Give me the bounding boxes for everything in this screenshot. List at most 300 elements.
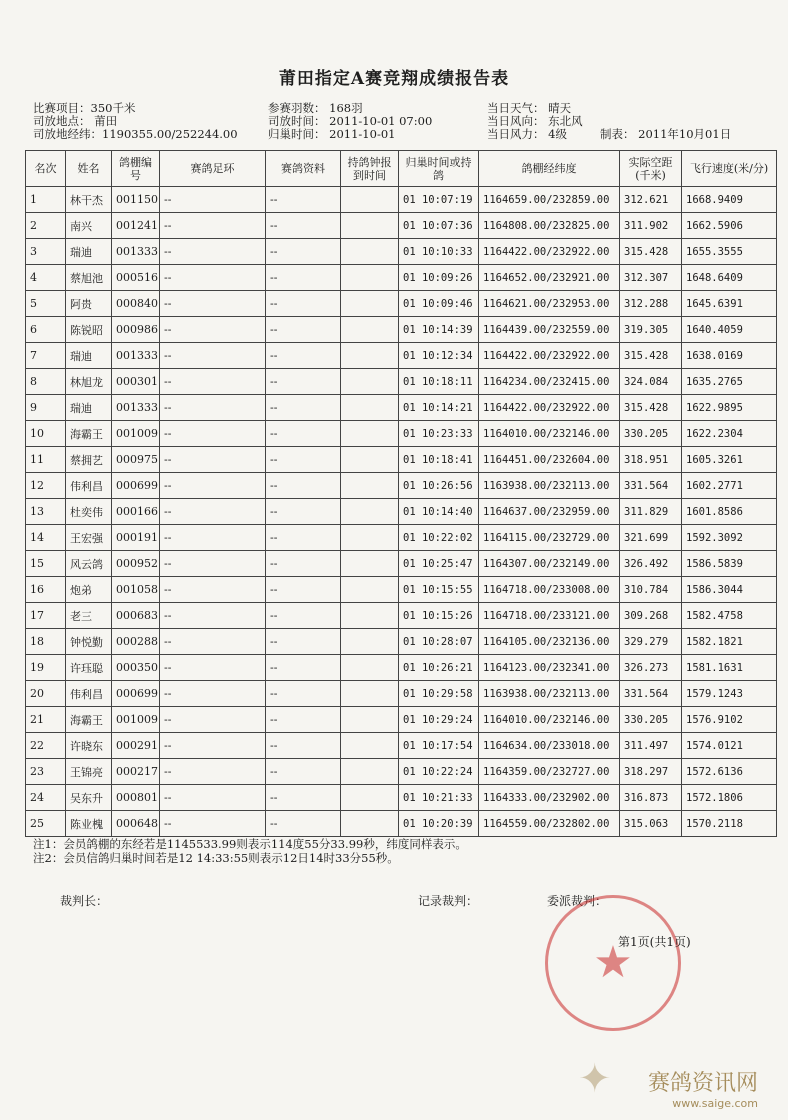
cell-rank: 19 — [26, 655, 66, 681]
cell-name: 许晓东 — [66, 733, 112, 759]
cell-ring: -- — [160, 655, 266, 681]
cell-rank: 7 — [26, 343, 66, 369]
cell-distance: 311.829 — [620, 499, 682, 525]
cell-ring: -- — [160, 291, 266, 317]
table-row — [26, 759, 777, 785]
cell-info: -- — [266, 317, 341, 343]
release-place-field: 司放地点： 莆田 — [33, 114, 118, 128]
cell-speed: 1638.0169 — [682, 343, 777, 369]
table-row — [26, 473, 777, 499]
col-speed: 飞行速度(米/分) — [682, 151, 777, 187]
cell-distance: 326.492 — [620, 551, 682, 577]
cell-return-time: 01 10:21:33 — [399, 785, 479, 811]
cell-ring: -- — [160, 473, 266, 499]
cell-coords: 1163938.00/232113.00 — [479, 473, 620, 499]
table-row — [26, 421, 777, 447]
cell-speed: 1582.4758 — [682, 603, 777, 629]
cell-info: -- — [266, 759, 341, 785]
cell-info: -- — [266, 551, 341, 577]
cell-rank: 23 — [26, 759, 66, 785]
col-loft: 鸽棚编号 — [112, 151, 160, 187]
cell-return-time: 01 10:14:40 — [399, 499, 479, 525]
cell-distance: 318.951 — [620, 447, 682, 473]
cell-clock — [341, 551, 399, 577]
cell-clock — [341, 681, 399, 707]
cell-return-time: 01 10:29:58 — [399, 681, 479, 707]
cell-clock — [341, 733, 399, 759]
cell-ring: -- — [160, 265, 266, 291]
cell-coords: 1164634.00/233018.00 — [479, 733, 620, 759]
cell-clock — [341, 707, 399, 733]
cell-return-time: 01 10:15:26 — [399, 603, 479, 629]
cell-rank: 22 — [26, 733, 66, 759]
cell-distance: 329.279 — [620, 629, 682, 655]
cell-ring: -- — [160, 421, 266, 447]
cell-coords: 1164234.00/232415.00 — [479, 369, 620, 395]
cell-loft: 000217 — [112, 759, 160, 785]
cell-clock — [341, 629, 399, 655]
cell-coords: 1164333.00/232902.00 — [479, 785, 620, 811]
cell-name: 伟利昌 — [66, 681, 112, 707]
cell-coords: 1164307.00/232149.00 — [479, 551, 620, 577]
col-clock: 持鸽钟报到时间 — [341, 151, 399, 187]
cell-name: 陈业槐 — [66, 811, 112, 837]
cell-info: -- — [266, 577, 341, 603]
cell-speed: 1572.6136 — [682, 759, 777, 785]
cell-return-time: 01 10:18:11 — [399, 369, 479, 395]
cell-name: 钟悦勤 — [66, 629, 112, 655]
cell-coords: 1164115.00/232729.00 — [479, 525, 620, 551]
cell-speed: 1576.9102 — [682, 707, 777, 733]
table-row — [26, 317, 777, 343]
cell-speed: 1572.1806 — [682, 785, 777, 811]
cell-name: 林旭龙 — [66, 369, 112, 395]
cell-name: 蔡拥艺 — [66, 447, 112, 473]
cell-name: 林干杰 — [66, 187, 112, 213]
table-row — [26, 655, 777, 681]
cell-distance: 331.564 — [620, 681, 682, 707]
cell-speed: 1662.5906 — [682, 213, 777, 239]
cell-ring: -- — [160, 369, 266, 395]
cell-coords: 1164718.00/233008.00 — [479, 577, 620, 603]
cell-coords: 1164451.00/232604.00 — [479, 447, 620, 473]
cell-distance: 312.288 — [620, 291, 682, 317]
cell-distance: 309.268 — [620, 603, 682, 629]
cell-ring: -- — [160, 499, 266, 525]
cell-rank: 1 — [26, 187, 66, 213]
cell-name: 风云鸽 — [66, 551, 112, 577]
watermark-url: www.saige.com — [672, 1097, 758, 1110]
cell-return-time: 01 10:09:46 — [399, 291, 479, 317]
cell-clock — [341, 759, 399, 785]
cell-clock — [341, 395, 399, 421]
record-judge-label: 记录裁判： — [418, 894, 479, 908]
cell-info: -- — [266, 473, 341, 499]
cell-coords: 1164123.00/232341.00 — [479, 655, 620, 681]
results-table — [25, 150, 777, 837]
cell-coords: 1164559.00/232802.00 — [479, 811, 620, 837]
cell-speed: 1655.3555 — [682, 239, 777, 265]
cell-ring: -- — [160, 213, 266, 239]
cell-distance: 312.307 — [620, 265, 682, 291]
cell-ring: -- — [160, 785, 266, 811]
table-row — [26, 369, 777, 395]
entries-field: 参赛羽数： 168羽 — [268, 101, 363, 115]
cell-info: -- — [266, 733, 341, 759]
cell-loft: 001009 — [112, 707, 160, 733]
cell-name: 瑞迪 — [66, 343, 112, 369]
cell-ring: -- — [160, 707, 266, 733]
cell-loft: 000975 — [112, 447, 160, 473]
cell-loft: 001241 — [112, 213, 160, 239]
cell-ring: -- — [160, 603, 266, 629]
cell-return-time: 01 10:22:02 — [399, 525, 479, 551]
cell-return-time: 01 10:28:07 — [399, 629, 479, 655]
cell-distance: 321.699 — [620, 525, 682, 551]
cell-ring: -- — [160, 395, 266, 421]
cell-ring: -- — [160, 239, 266, 265]
cell-name: 阿贵 — [66, 291, 112, 317]
cell-coords: 1164422.00/232922.00 — [479, 395, 620, 421]
cell-info: -- — [266, 291, 341, 317]
cell-loft: 000699 — [112, 681, 160, 707]
official-stamp — [545, 895, 681, 1031]
cell-clock — [341, 655, 399, 681]
footnotes — [33, 837, 467, 865]
release-coords-field: 司放地经纬：1190355.00/252244.00 — [33, 127, 238, 141]
cell-clock — [341, 213, 399, 239]
cell-ring: -- — [160, 551, 266, 577]
table-row — [26, 551, 777, 577]
cell-rank: 5 — [26, 291, 66, 317]
cell-clock — [341, 447, 399, 473]
cell-return-time: 01 10:26:56 — [399, 473, 479, 499]
table-row — [26, 811, 777, 837]
cell-loft: 001009 — [112, 421, 160, 447]
cell-coords: 1164010.00/232146.00 — [479, 707, 620, 733]
cell-rank: 15 — [26, 551, 66, 577]
cell-speed: 1579.1243 — [682, 681, 777, 707]
cell-info: -- — [266, 811, 341, 837]
cell-distance: 330.205 — [620, 707, 682, 733]
cell-speed: 1582.1821 — [682, 629, 777, 655]
cell-info: -- — [266, 629, 341, 655]
cell-speed: 1592.3092 — [682, 525, 777, 551]
release-time-field: 司放时间： 2011-10-01 07:00 — [268, 114, 433, 128]
cell-info: -- — [266, 447, 341, 473]
cell-loft: 000801 — [112, 785, 160, 811]
cell-rank: 2 — [26, 213, 66, 239]
cell-loft: 000840 — [112, 291, 160, 317]
cell-speed: 1648.6409 — [682, 265, 777, 291]
cell-name: 炮弟 — [66, 577, 112, 603]
cell-distance: 315.428 — [620, 395, 682, 421]
table-row — [26, 733, 777, 759]
cell-name: 杜奕伟 — [66, 499, 112, 525]
col-rank: 名次 — [26, 151, 66, 187]
table-row — [26, 603, 777, 629]
cell-distance: 331.564 — [620, 473, 682, 499]
cell-rank: 16 — [26, 577, 66, 603]
cell-name: 海霸王 — [66, 421, 112, 447]
cell-ring: -- — [160, 629, 266, 655]
cell-speed: 1668.9409 — [682, 187, 777, 213]
cell-info: -- — [266, 603, 341, 629]
cell-name: 伟利昌 — [66, 473, 112, 499]
cell-return-time: 01 10:25:47 — [399, 551, 479, 577]
event-field: 比赛项目：350千米 — [33, 101, 136, 115]
cell-info: -- — [266, 187, 341, 213]
cell-return-time: 01 10:22:24 — [399, 759, 479, 785]
table-row — [26, 213, 777, 239]
cell-distance: 315.063 — [620, 811, 682, 837]
watermark-name: 赛鸽资讯网 — [647, 1071, 758, 1096]
cell-coords: 1164718.00/233121.00 — [479, 603, 620, 629]
cell-speed: 1601.8586 — [682, 499, 777, 525]
cell-rank: 18 — [26, 629, 66, 655]
cell-coords: 1164659.00/232859.00 — [479, 187, 620, 213]
table-row — [26, 265, 777, 291]
page-number: 第1页(共1页) — [618, 935, 691, 949]
cell-info: -- — [266, 369, 341, 395]
wind-force-field: 当日风力： 4级 — [487, 127, 567, 141]
cell-loft: 000166 — [112, 499, 160, 525]
cell-clock — [341, 317, 399, 343]
footnote-2: 注2：会员信鸽归巢时间若是12 14:33:55则表示12日14时33分55秒。 — [33, 851, 399, 865]
cell-name: 吴东升 — [66, 785, 112, 811]
cell-loft: 000683 — [112, 603, 160, 629]
cell-loft: 000288 — [112, 629, 160, 655]
cell-loft: 001150 — [112, 187, 160, 213]
chief-judge-label: 裁判长： — [60, 894, 109, 908]
cell-coords: 1164637.00/232959.00 — [479, 499, 620, 525]
cell-loft: 000952 — [112, 551, 160, 577]
cell-loft: 000516 — [112, 265, 160, 291]
cell-name: 瑞迪 — [66, 395, 112, 421]
cell-ring: -- — [160, 317, 266, 343]
cell-info: -- — [266, 239, 341, 265]
cell-ring: -- — [160, 447, 266, 473]
cell-coords: 1164105.00/232136.00 — [479, 629, 620, 655]
cell-distance: 316.873 — [620, 785, 682, 811]
cell-return-time: 01 10:15:55 — [399, 577, 479, 603]
cell-rank: 13 — [26, 499, 66, 525]
report-title: 莆田指定A赛竞翔成绩报告表 — [278, 69, 510, 89]
cell-info: -- — [266, 785, 341, 811]
cell-name: 蔡旭池 — [66, 265, 112, 291]
cell-coords: 1164652.00/232921.00 — [479, 265, 620, 291]
cell-info: -- — [266, 343, 341, 369]
cell-clock — [341, 239, 399, 265]
cell-ring: -- — [160, 681, 266, 707]
footnote-1: 注1：会员鸽棚的东经若是1145533.99则表示114度55分33.99秒，纬度同样表示。 — [33, 837, 467, 851]
cell-clock — [341, 577, 399, 603]
cell-loft: 001333 — [112, 343, 160, 369]
cell-info: -- — [266, 395, 341, 421]
col-distance: 实际空距(千米) — [620, 151, 682, 187]
cell-clock — [341, 785, 399, 811]
cell-info: -- — [266, 213, 341, 239]
cell-name: 王锦亮 — [66, 759, 112, 785]
cell-distance: 315.428 — [620, 343, 682, 369]
cell-rank: 10 — [26, 421, 66, 447]
cell-distance: 324.084 — [620, 369, 682, 395]
cell-speed: 1602.2771 — [682, 473, 777, 499]
cell-name: 王宏强 — [66, 525, 112, 551]
cell-loft: 000699 — [112, 473, 160, 499]
cell-clock — [341, 603, 399, 629]
cell-loft: 000301 — [112, 369, 160, 395]
table-header-row — [26, 151, 777, 187]
col-return-time: 归巢时间或持鸽 — [399, 151, 479, 187]
cell-name: 南兴 — [66, 213, 112, 239]
cell-rank: 8 — [26, 369, 66, 395]
cell-ring: -- — [160, 343, 266, 369]
cell-speed: 1645.6391 — [682, 291, 777, 317]
cell-rank: 12 — [26, 473, 66, 499]
cell-rank: 3 — [26, 239, 66, 265]
return-time-field: 归巢时间： 2011-10-01 — [268, 127, 396, 141]
cell-rank: 4 — [26, 265, 66, 291]
cell-clock — [341, 499, 399, 525]
cell-return-time: 01 10:18:41 — [399, 447, 479, 473]
delegate-judge-label: 委派裁判： — [547, 894, 608, 908]
cell-ring: -- — [160, 733, 266, 759]
cell-loft: 000986 — [112, 317, 160, 343]
cell-info: -- — [266, 499, 341, 525]
table-row — [26, 291, 777, 317]
site-watermark — [577, 1056, 758, 1110]
cell-speed: 1574.0121 — [682, 733, 777, 759]
wind-direction-field: 当日风向： 东北风 — [487, 114, 583, 128]
pigeon-logo-icon: ✦ — [577, 1056, 612, 1102]
cell-return-time: 01 10:14:39 — [399, 317, 479, 343]
cell-loft: 000350 — [112, 655, 160, 681]
cell-rank: 25 — [26, 811, 66, 837]
cell-rank: 24 — [26, 785, 66, 811]
cell-rank: 6 — [26, 317, 66, 343]
cell-speed: 1640.4059 — [682, 317, 777, 343]
cell-coords: 1164621.00/232953.00 — [479, 291, 620, 317]
table-row — [26, 187, 777, 213]
cell-coords: 1164808.00/232825.00 — [479, 213, 620, 239]
cell-clock — [341, 265, 399, 291]
table-row — [26, 525, 777, 551]
cell-info: -- — [266, 655, 341, 681]
col-name: 姓名 — [66, 151, 112, 187]
made-on-field: 制表： 2011年10月01日 — [600, 127, 732, 141]
cell-loft: 000191 — [112, 525, 160, 551]
cell-name: 瑞迪 — [66, 239, 112, 265]
cell-return-time: 01 10:10:33 — [399, 239, 479, 265]
cell-loft: 000648 — [112, 811, 160, 837]
cell-clock — [341, 525, 399, 551]
table-row — [26, 629, 777, 655]
cell-rank: 21 — [26, 707, 66, 733]
cell-speed: 1622.2304 — [682, 421, 777, 447]
cell-rank: 9 — [26, 395, 66, 421]
cell-coords: 1163938.00/232113.00 — [479, 681, 620, 707]
cell-rank: 11 — [26, 447, 66, 473]
cell-clock — [341, 291, 399, 317]
cell-distance: 311.497 — [620, 733, 682, 759]
table-row — [26, 499, 777, 525]
cell-info: -- — [266, 421, 341, 447]
weather-field: 当日天气： 晴天 — [487, 101, 572, 115]
cell-name: 许珏聪 — [66, 655, 112, 681]
cell-return-time: 01 10:23:33 — [399, 421, 479, 447]
cell-return-time: 01 10:26:21 — [399, 655, 479, 681]
cell-clock — [341, 343, 399, 369]
cell-name: 海霸王 — [66, 707, 112, 733]
cell-info: -- — [266, 707, 341, 733]
cell-clock — [341, 369, 399, 395]
cell-coords: 1164439.00/232559.00 — [479, 317, 620, 343]
table-row — [26, 707, 777, 733]
cell-distance: 319.305 — [620, 317, 682, 343]
cell-speed: 1605.3261 — [682, 447, 777, 473]
cell-rank: 17 — [26, 603, 66, 629]
cell-return-time: 01 10:17:54 — [399, 733, 479, 759]
table-row — [26, 447, 777, 473]
cell-distance: 318.297 — [620, 759, 682, 785]
cell-return-time: 01 10:14:21 — [399, 395, 479, 421]
cell-info: -- — [266, 525, 341, 551]
cell-clock — [341, 187, 399, 213]
cell-ring: -- — [160, 187, 266, 213]
cell-distance: 312.621 — [620, 187, 682, 213]
cell-return-time: 01 10:29:24 — [399, 707, 479, 733]
cell-coords: 1164422.00/232922.00 — [479, 343, 620, 369]
table-row — [26, 395, 777, 421]
cell-ring: -- — [160, 759, 266, 785]
cell-clock — [341, 473, 399, 499]
cell-name: 老三 — [66, 603, 112, 629]
table-row — [26, 785, 777, 811]
cell-info: -- — [266, 265, 341, 291]
cell-ring: -- — [160, 811, 266, 837]
cell-loft: 001333 — [112, 239, 160, 265]
cell-return-time: 01 10:20:39 — [399, 811, 479, 837]
cell-clock — [341, 811, 399, 837]
cell-distance: 310.784 — [620, 577, 682, 603]
cell-ring: -- — [160, 577, 266, 603]
cell-distance: 326.273 — [620, 655, 682, 681]
cell-coords: 1164422.00/232922.00 — [479, 239, 620, 265]
cell-loft: 001058 — [112, 577, 160, 603]
cell-name: 陈锐昭 — [66, 317, 112, 343]
cell-speed: 1586.5839 — [682, 551, 777, 577]
cell-ring: -- — [160, 525, 266, 551]
cell-info: -- — [266, 681, 341, 707]
cell-rank: 14 — [26, 525, 66, 551]
cell-return-time: 01 10:07:19 — [399, 187, 479, 213]
cell-speed: 1622.9895 — [682, 395, 777, 421]
cell-return-time: 01 10:12:34 — [399, 343, 479, 369]
col-ring: 赛鸽足环 — [160, 151, 266, 187]
table-row — [26, 681, 777, 707]
table-row — [26, 239, 777, 265]
cell-distance: 330.205 — [620, 421, 682, 447]
cell-coords: 1164010.00/232146.00 — [479, 421, 620, 447]
table-row — [26, 577, 777, 603]
table-row — [26, 343, 777, 369]
cell-speed: 1570.2118 — [682, 811, 777, 837]
col-info: 赛鸽资料 — [266, 151, 341, 187]
cell-rank: 20 — [26, 681, 66, 707]
cell-return-time: 01 10:07:36 — [399, 213, 479, 239]
star-icon: ★ — [593, 937, 633, 988]
